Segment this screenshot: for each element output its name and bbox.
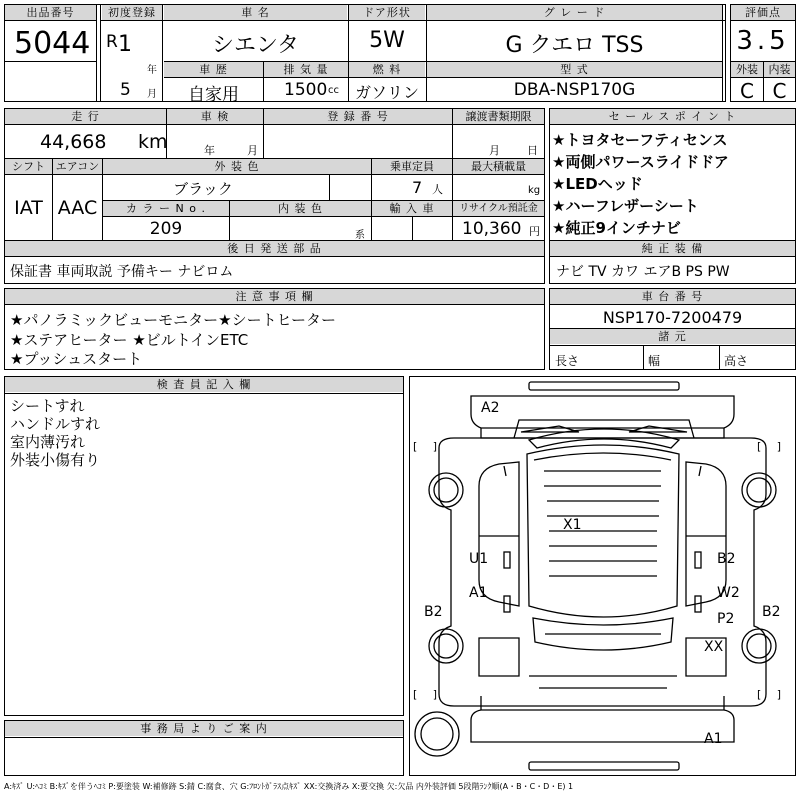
ins-year: 年	[204, 144, 215, 157]
fuel-label: 燃 料	[349, 62, 425, 77]
damage-mark: X1	[563, 517, 582, 533]
lot-label: 出品番号	[5, 5, 96, 20]
damage-mark: A1	[469, 585, 488, 601]
yen-unit: 円	[529, 225, 540, 238]
era: R	[106, 32, 118, 52]
recycle: 10,360	[462, 219, 522, 239]
score-label: 評価点	[731, 5, 795, 20]
score: 3.5	[736, 26, 790, 56]
first-reg-label: 初度登録	[102, 5, 162, 20]
bracket-mark: [ ]	[757, 440, 782, 453]
seats-label: 乗車定員	[372, 159, 452, 174]
car-diagram	[409, 376, 796, 776]
kg-unit: kg	[528, 185, 541, 196]
color-label: 外 装 色	[103, 159, 371, 174]
displacement-label: 排 気 量	[264, 62, 348, 77]
ext-label: 外装	[731, 62, 763, 77]
damage-mark: A1	[704, 731, 723, 747]
int-grade: C	[772, 79, 787, 103]
color: ブラック	[173, 180, 233, 198]
door-type: 5W	[369, 28, 405, 53]
damage-mark: W2	[717, 585, 740, 601]
dim-length: 長さ	[555, 354, 580, 368]
later-label: 後 日 発 送 部 品	[5, 241, 544, 256]
note-line: ★パノラミックビューモニター★シートヒーター	[10, 311, 336, 329]
plate-label: 登 録 番 号	[264, 109, 452, 124]
inspector-label: 検 査 員 記 入 欄	[5, 377, 403, 392]
transfer-label: 譲渡書類期限	[453, 109, 544, 124]
sales-item: ★両側パワースライドドア	[552, 153, 729, 171]
color-no: 209	[149, 219, 183, 239]
ins-month: 月	[247, 144, 258, 157]
door-label: ドア形状	[349, 5, 425, 20]
note-line: ★プッシュスタート	[10, 350, 143, 368]
int-label: 内装	[764, 62, 795, 77]
legend: A:ｷｽﾞ U:ﾍｺﾐ B:ｷｽﾞを伴うﾍｺﾐ P:要塗装 W:補修跡 S:錆 C:腐食、穴 G:ﾌﾛﾝﾄｶﾞﾗｽ点ｷｽﾞ XX:交換済み X:要交換 欠:欠品 内外装評価 5段階ﾗﾝｸ順(A・B・C・D・E) 1	[4, 782, 574, 791]
mileage: 44,668	[40, 131, 107, 153]
office-label: 事 務 局 よ り ご 案 内	[5, 721, 403, 736]
notes-label: 注 意 事 項 欄	[5, 289, 544, 304]
ext-grade: C	[740, 79, 754, 103]
seats: 7	[412, 178, 423, 197]
damage-mark: A2	[481, 400, 500, 416]
grade: G クエロ TSS	[505, 33, 644, 58]
model-label: 型 式	[427, 62, 722, 77]
equip-label: 純 正 装 備	[550, 241, 795, 256]
inspector-line: 室内薄汚れ	[10, 433, 86, 451]
reg-month: 5	[120, 80, 131, 100]
bracket-mark: [ ]	[757, 688, 782, 701]
shift: IAT	[14, 197, 43, 219]
km-unit: km	[138, 131, 168, 153]
model-code: DBA-NSP170G	[513, 80, 636, 100]
seats-unit: 人	[432, 183, 443, 196]
colorno-label: カ ラ ー N o .	[103, 201, 229, 216]
ac: AAC	[57, 197, 98, 219]
inspector-line: 外装小傷有り	[10, 451, 101, 469]
sales-item: ★ハーフレザーシート	[552, 197, 699, 215]
damage-mark: B2	[762, 604, 781, 620]
inspection-label: 車 検	[167, 109, 263, 124]
chassis-label: 車 台 番 号	[550, 289, 795, 304]
history: 自家用	[188, 85, 239, 105]
damage-mark: B2	[424, 604, 443, 620]
tr-day: 日	[527, 144, 538, 157]
lot-number: 5044	[14, 26, 91, 61]
sales-label: セ ー ル ス ポ イ ン ト	[550, 109, 795, 124]
damage-mark: B2	[717, 551, 736, 567]
ac-label: エアコン	[53, 159, 102, 174]
bracket-mark: [ ]	[413, 688, 438, 701]
dim-height: 高さ	[724, 354, 749, 368]
tr-month: 月	[489, 144, 500, 157]
damage-mark: U1	[469, 551, 489, 567]
year-unit: 年	[147, 65, 157, 76]
kei: 系	[355, 230, 365, 241]
dim-width: 幅	[648, 354, 661, 368]
intcolor-label: 内 装 色	[230, 201, 371, 216]
equipment: ナビ TV カワ エアB PS PW	[556, 264, 730, 280]
carname-label: 車 名	[164, 5, 347, 20]
reg-year: 1	[118, 32, 132, 57]
cc-unit: cc	[328, 85, 339, 96]
shift-label: シフト	[5, 159, 52, 174]
note-line: ★ステアヒーター ★ビルトインETC	[10, 331, 249, 349]
dims-label: 諸 元	[550, 329, 795, 344]
later-parts: 保証書 車両取説 予備キー ナビロム	[10, 264, 234, 280]
damage-mark: XX	[704, 639, 724, 655]
chassis-number: NSP170-7200479	[602, 308, 743, 327]
bracket-mark: [ ]	[413, 440, 438, 453]
inspector-line: ハンドルすれ	[10, 415, 101, 433]
load-label: 最大積載量	[453, 159, 544, 174]
mileage-label: 走 行	[5, 109, 166, 124]
grade-label: グ レ ー ド	[427, 5, 722, 20]
sales-item: ★純正9インチナビ	[552, 219, 681, 237]
sales-item: ★LEDヘッド	[552, 175, 643, 193]
sales-item: ★トヨタセーフティセンス	[552, 131, 728, 149]
month-unit: 月	[147, 89, 157, 100]
recycle-label: リサイクル預託金	[453, 201, 544, 216]
inspector-line: シートすれ	[10, 397, 85, 415]
displacement: 1500	[284, 80, 328, 100]
car-name: シエンタ	[211, 33, 300, 58]
damage-mark: P2	[717, 611, 735, 627]
import-label: 輸 入 車	[372, 201, 452, 216]
fuel: ガソリン	[354, 83, 419, 102]
history-label: 車 歴	[164, 62, 263, 77]
